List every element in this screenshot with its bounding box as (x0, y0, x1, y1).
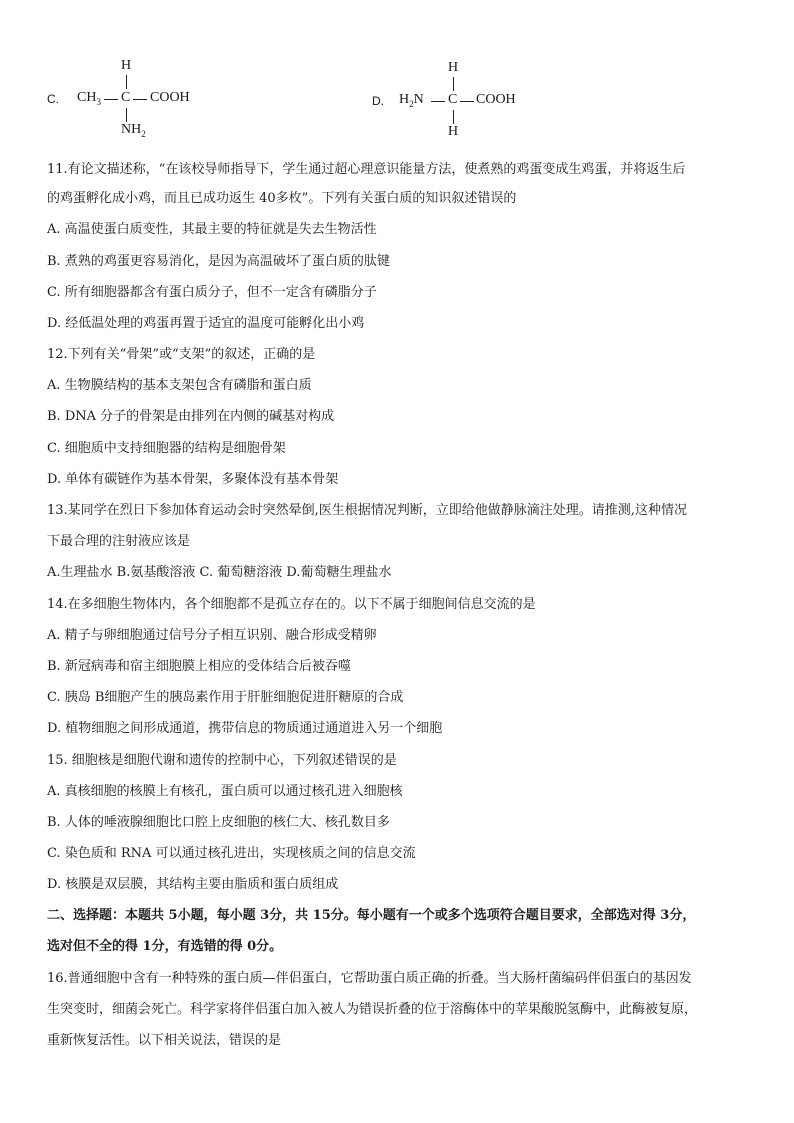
formula-center-atom: C (448, 92, 458, 107)
option-a: A. 生物膜结构的基本支架包含有磷脂和蛋白质 (47, 378, 312, 393)
formula-bottom-atom: H (448, 124, 459, 139)
formula-bottom-group: $NH_2$ (121, 122, 146, 139)
formula-center-atom: C (121, 90, 131, 105)
bond-horizontal (133, 99, 147, 100)
question-16-stem: 16.普通细胞中含有一种特殊的蛋白质—伴侣蛋白，它帮助蛋白质正确的折叠。当大肠杆菌编码伴侣蛋白的基因发 (47, 971, 692, 986)
formula-left-group: $CH_3$ (77, 90, 101, 107)
option-b: B. 人体的唾液腺细胞比口腔上皮细胞的核仁大、核孔数目多 (47, 815, 390, 830)
option-d: D. 植物细胞之间形成通道，携带信息的物质通过通道进入另一个细胞 (47, 721, 443, 736)
option-d: D. 单体有碳链作为基本骨架，多聚体没有基本骨架 (47, 472, 339, 487)
bond-vertical (453, 77, 454, 91)
formula-right-group: COOH (150, 90, 190, 105)
formula-right-group: COOH (476, 92, 516, 107)
question-14-stem: 14.在多细胞生物体内，各个细胞都不是孤立存在的。以下不属于细胞间信息交流的是 (47, 597, 536, 612)
formula-top-atom: H (121, 58, 132, 73)
question-16-stem: 重新恢复活性。以下相关说法，错误的是 (47, 1033, 282, 1048)
bond-vertical (126, 75, 127, 89)
option-c: C. 所有细胞器都含有蛋白质分子，但不一定含有磷脂分子 (47, 285, 377, 300)
bond-horizontal (431, 101, 445, 102)
option-d: D. 核膜是双层膜，其结构主要由脂质和蛋白质组成 (47, 877, 339, 892)
question-15-stem: 15. 细胞核是细胞代谢和遗传的控制中心，下列叙述错误的是 (47, 753, 397, 768)
question-11-stem: 11.有论文描述称，“在该校导师指导下，学生通过超心理意识能量方法，使煮熟的鸡蛋变成生鸡蛋，并将返生后 (47, 162, 686, 177)
option-label: C. (47, 92, 59, 106)
option-a: A. 精子与卵细胞通过信号分子相互识别、融合形成受精卵 (47, 628, 377, 643)
formula-left-group: $H_2N$ (399, 92, 424, 109)
option-a: A. 高温使蛋白质变性，其最主要的特征就是失去生物活性 (47, 222, 377, 237)
option-c: C. 染色质和 RNA 可以通过核孔进出，实现核质之间的信息交流 (47, 846, 416, 861)
option-b: B. 新冠病毒和宿主细胞膜上相应的受体结合后被吞噬 (47, 659, 351, 674)
option-b: B. DNA 分子的骨架是由排列在内侧的碱基对构成 (47, 409, 335, 424)
question-13-stem: 下最合理的注射液应该是 (47, 534, 191, 549)
section-2-heading: 二、选择题：本题共 5小题，每小题 3分，共 15分。每小题有一个或多个选项符合题目要求，全部选对得 3分， (47, 908, 696, 923)
option-c: C. 胰岛 B细胞产生的胰岛素作用于肝脏细胞促进肝糖原的合成 (47, 690, 404, 705)
option-c: C. 细胞质中支持细胞器的结构是细胞骨架 (47, 441, 286, 456)
bond-vertical (126, 108, 127, 122)
bond-horizontal (460, 101, 474, 102)
option-a: A. 真核细胞的核膜上有核孔，蛋白质可以通过核孔进入细胞核 (47, 784, 403, 799)
option-label: D. (372, 94, 384, 108)
option-b: B. 煮熟的鸡蛋更容易消化，是因为高温破坏了蛋白质的肽键 (47, 254, 390, 269)
question-13-stem: 13.某同学在烈日下参加体育运动会时突然晕倒,医生根据情况判断，立即给他做静脉滴注处理。请推测,这种情况 (47, 503, 687, 518)
formula-top-atom: H (448, 60, 459, 75)
options-row: A.生理盐水 B.氨基酸溶液 C. 葡萄糖溶液 D.葡萄糖生理盐水 (47, 565, 392, 580)
option-d: D. 经低温处理的鸡蛋再置于适宜的温度可能孵化出小鸡 (47, 316, 365, 331)
question-11-stem: 的鸡蛋孵化成小鸡，而且已成功返生 40多枚”。下列有关蛋白质的知识叙述错误的 (47, 191, 517, 206)
bond-horizontal (104, 99, 118, 100)
bond-vertical (453, 110, 454, 124)
section-2-heading: 选对但不全的得 1分，有选错的得 0分。 (47, 939, 283, 954)
question-12-stem: 12.下列有关“骨架”或“支架”的叙述，正确的是 (47, 347, 316, 362)
question-16-stem: 生突变时，细菌会死亡。科学家将伴侣蛋白加入被人为错误折叠的位于溶酶体中的苹果酸脱氢酶中，此酶被复原， (47, 1002, 698, 1017)
